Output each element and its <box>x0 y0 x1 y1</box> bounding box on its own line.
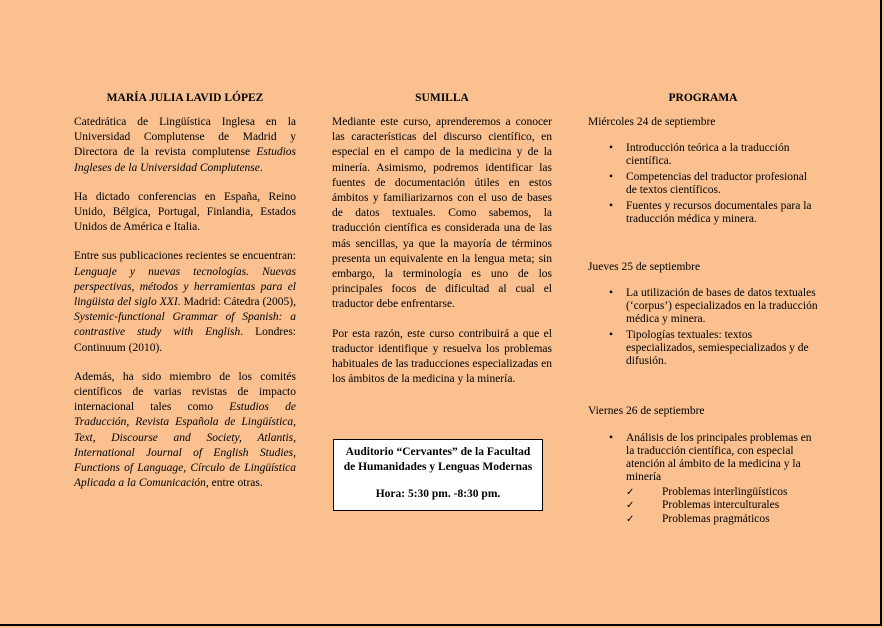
checklist-item: ✓ Problemas pragmáticos <box>588 513 818 527</box>
venue-line-2: de Humanidades y Lenguas Modernas <box>343 461 533 473</box>
author-publications-paragraph: Entre sus publicaciones recientes se encuentran: Lenguaje y nuevas tecnologías. Nuevas perspectivas, métodos y herramientas para el lingüista del siglo XXI. Madrid: Cátedra (2005), Systemic-functional Grammar of Spanish: a contrastive study with English. Londres: Continuum (2010). <box>74 250 296 354</box>
summary-heading: SUMILLA <box>415 92 469 104</box>
venue-box <box>333 439 543 511</box>
summary-paragraph-1: Mediante este curso, aprenderemos a conocer las características del discurso científico, en especial en el campo de la medicina y de la minería. Asimismo, podremos identificar las fuentes de documentación útiles en estos ámbitos y familiarizarnos con el uso de bases de datos textuales. Como sabemos, la traducción científica es considerada una de las más sencillas, ya que la mayoría de términos presenta un equivalente en la lengua meta; sin embargo, la terminología es uno de los principales focos de dificultad al cual el traductor debe enfrentarse. <box>332 116 552 311</box>
wednesday-list <box>588 142 818 226</box>
list-item: • La utilización de bases de datos textuales (‘corpus’) especializados en la traducción médica y minera. <box>626 287 818 326</box>
author-heading: MARÍA JULIA LAVID LÓPEZ <box>106 92 264 104</box>
list-item: • Introducción teórica a la traducción científica. <box>626 142 818 168</box>
venue-line-1: Auditorio “Cervantes” de la Facultad <box>345 446 531 458</box>
list-item: • Tipologías textuales: textos especializados, semiespecializados y de difusión. <box>626 329 818 368</box>
thursday-list <box>588 287 818 368</box>
author-committees-paragraph: Además, ha sido miembro de los comités científicos de varias revistas de impacto internacional tales como Estudios de Traducción, Revista Española de Lingüística, Text, Discourse and Society, Atlantis, International Journal of English Studies, Functions of Language, Círculo de Lingüística Aplicada a la Comunicación, entre otras. <box>74 370 296 490</box>
author-conferences-paragraph: Ha dictado conferencias en España, Reino Unido, Bélgica, Portugal, Finlandia, Estados Unidos de América e Italia. <box>74 190 296 234</box>
summary-paragraph-2: Por esta razón, este curso contribuirá a que el traductor identifique y resuelva los problemas habituales de las traducciones especializadas en los ámbitos de la medicina y la minería. <box>332 327 552 386</box>
checklist-item: ✓ Problemas interculturales <box>588 499 818 513</box>
day-label-friday: Viernes 26 de septiembre <box>588 405 705 418</box>
program-column <box>588 91 818 529</box>
list-item: • Competencias del traductor profesional de textos científicos. <box>626 171 818 197</box>
friday-checklist <box>626 486 818 527</box>
author-column <box>74 91 296 505</box>
day-label-wednesday: Miércoles 24 de septiembre <box>588 116 716 128</box>
author-bio-paragraph: Catedrática de Lingüística Inglesa en la Universidad Complutense de Madrid y Directora de la revista complutense Estudios Ingleses de la Universidad Complutense. <box>74 116 296 174</box>
list-item: • Fuentes y recursos documentales para la traducción médica y minera. <box>626 200 818 226</box>
summary-column <box>332 91 552 401</box>
program-heading: PROGRAMA <box>668 92 738 104</box>
venue-time: Hora: 5:30 pm. -8:30 pm. <box>375 488 501 500</box>
list-item: • Análisis de los principales problemas en la traducción científica, con especial atención al ámbito de la medicina y la minería ✓ Problemas interlingüísticos ✓ Problemas interculturales ✓ Problemas pragmáticos <box>626 432 818 527</box>
checklist-item: ✓ Problemas interlingüísticos <box>588 486 818 500</box>
day-label-thursday: Jueves 25 de septiembre <box>588 261 701 274</box>
friday-list <box>588 432 818 527</box>
